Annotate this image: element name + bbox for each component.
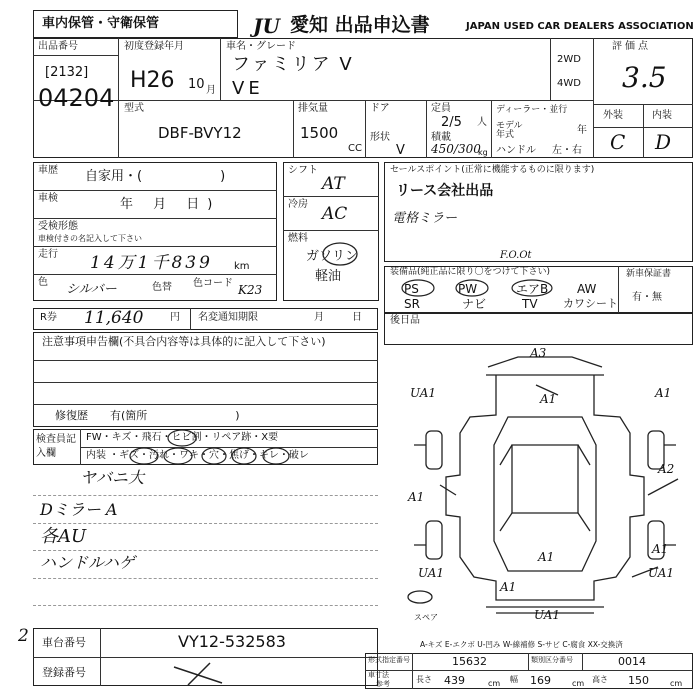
equipment-label: 装備品(純正品に限り〇をつけて下さい) — [390, 267, 551, 277]
chassis-value: VY12-532583 — [178, 632, 286, 651]
type-label: 型式 — [124, 103, 144, 114]
exterior-grade: C — [610, 130, 626, 154]
color-label: 色 — [38, 277, 48, 288]
height-value: 150 — [628, 674, 649, 687]
inspector-row1: FW・キズ・飛石・ヒビ割・リペア跡・X要 — [86, 432, 279, 443]
new-warranty-label: 新車保証書 — [626, 269, 672, 279]
length-unit: cm — [488, 679, 501, 688]
equip-aw: AW — [577, 282, 597, 296]
chassis-label: 車台番号 — [42, 636, 86, 649]
recycle-value: 11,640 — [84, 308, 144, 328]
inspector-circles — [120, 428, 360, 468]
registration-label: 初度登録年月 — [124, 41, 184, 52]
door-label: ドア — [370, 103, 390, 114]
mark-a1-right: A1 — [652, 542, 669, 556]
lot-number: 04204 — [38, 84, 115, 112]
load-label: 積載 — [431, 132, 451, 143]
mark-a2-right: A2 — [658, 462, 675, 476]
history-label: 車歴 — [38, 165, 58, 176]
class-number-label: 類別区分番号 — [531, 656, 573, 664]
dimension-label: 車寸法 — [368, 671, 389, 679]
registration-month: 10 — [188, 77, 205, 92]
year-unit: 年 — [577, 125, 587, 136]
width-value: 169 — [530, 674, 551, 687]
mark-a1-bottom: A1 — [500, 580, 517, 594]
recycle-label: R券 — [40, 312, 57, 323]
recycle-unit: 円 — [170, 312, 180, 323]
inspection-label: 車検 — [38, 193, 58, 204]
equip-tv: TV — [522, 297, 538, 311]
handle-label: ハンドル — [496, 145, 536, 156]
receipt-label: 受検形態 — [38, 221, 78, 232]
width-label: 幅 — [510, 675, 518, 684]
notice-label: 名変通知期限 — [198, 312, 258, 323]
mark-a1-left: A1 — [408, 490, 425, 504]
ac-value: AC — [322, 204, 348, 224]
form-subtitle: JAPAN USED CAR DEALERS ASSOCIATION — [466, 21, 694, 32]
mark-a1-center: A1 — [538, 550, 555, 564]
height-unit: cm — [670, 679, 683, 688]
sales-label: セールスポイント(正常に機能するものに限ります) — [390, 165, 595, 175]
equip-sr: SR — [404, 297, 420, 311]
mileage-label: 走行 — [38, 249, 58, 260]
sales-note: 電格ミラー — [392, 211, 458, 226]
mark-a1-top: A1 — [540, 392, 557, 406]
drive-4wd: 4WD — [557, 78, 581, 89]
mark-ua1-right: UA1 — [648, 566, 675, 580]
car-diagram — [400, 345, 690, 620]
length-label: 長さ — [416, 675, 432, 684]
type-value: DBF-BVY12 — [158, 124, 242, 142]
car-name: ファミリア V — [232, 54, 354, 75]
ac-label: 冷房 — [288, 199, 308, 210]
notice-month: 月 — [314, 312, 324, 323]
lot-label: 出品番号 — [38, 41, 78, 52]
car-grade: VE — [232, 78, 264, 99]
interior-grade: D — [655, 130, 672, 154]
sales-headline: リース会社出品 — [396, 183, 494, 199]
dealer-label: ディーラー・並行 — [496, 105, 568, 115]
load-unit: kg — [478, 148, 488, 157]
interior-label: 内装 — [652, 110, 672, 121]
fuel-label: 燃料 — [288, 233, 308, 244]
drive-2wd: 2WD — [557, 54, 581, 65]
inspection-value: 年 月 日) — [120, 197, 221, 212]
width-unit: cm — [572, 679, 585, 688]
notes-label: 注意事項申告欄(不具合内容等は具体的に記入して下さい) — [42, 335, 326, 348]
capacity-unit: 人 — [477, 117, 487, 128]
displacement-label: 排気量 — [298, 103, 328, 114]
inspector-note-1: ヤバニ大 — [80, 468, 145, 487]
color-value: シルバー — [66, 282, 117, 297]
mark-ua1-topleft: UA1 — [410, 386, 437, 400]
mark-ua1-bottom: UA1 — [534, 608, 561, 622]
class-number-value: 0014 — [618, 655, 646, 668]
capacity-label: 定員 — [431, 103, 451, 114]
new-warranty-value: 有・無 — [632, 292, 662, 303]
dimension-ref: 参考 — [376, 680, 390, 688]
receipt-note: 車検付きの名記入して下さい — [38, 234, 142, 243]
fuel-circle — [322, 242, 358, 266]
displacement-cc: CC — [348, 143, 362, 154]
color-code-value: K23 — [238, 283, 263, 297]
top-info-block — [33, 38, 693, 158]
equip-ps: PS — [404, 282, 419, 296]
fuel-gas: ガソリン — [306, 249, 359, 264]
shape-value: V — [396, 143, 405, 158]
memo-label: 後日品 — [390, 315, 420, 326]
handle-value: 左・右 — [552, 145, 582, 156]
form-title: 愛知 出品申込書 — [290, 14, 430, 36]
inspector-row2: 内装 ・ギズ・汚れ・ワキ・穴・焦げ・キレ・破レ — [86, 450, 309, 461]
inspector-note-3: 各AU — [40, 526, 87, 547]
capacity-value: 2/5 — [441, 115, 462, 130]
reg-label: 登録番号 — [42, 666, 86, 679]
storage-label: 車内保管・守衛保管 — [42, 16, 160, 31]
equip-pw: PW — [458, 282, 478, 296]
score-label: 評価点 — [612, 41, 651, 52]
color-code-label: 色コード — [193, 278, 233, 289]
inspector-note-2: Dミラー A — [40, 500, 118, 519]
equipment-circles — [396, 278, 556, 298]
fuel-diesel: 軽油 — [315, 269, 342, 284]
equipment-handwritten: F.O.Ot — [500, 250, 532, 261]
equip-airbag: エアB — [516, 282, 549, 296]
lot-code: [2132] — [45, 65, 89, 80]
mark-a3: A3 — [530, 346, 547, 360]
height-label: 高さ — [592, 675, 608, 684]
type-number-label: 形式指定番号 — [368, 656, 410, 664]
ju-logo: JU — [253, 14, 280, 38]
spare-label: スペア — [414, 613, 438, 622]
mark-a1-topright: A1 — [655, 386, 672, 400]
shift-label: シフト — [288, 165, 318, 176]
registration-month-unit: 月 — [206, 85, 216, 96]
repair-history: 修復歴 有(箇所 ) — [55, 409, 240, 422]
mileage-unit: km — [234, 261, 250, 272]
notice-day: 日 — [352, 312, 362, 323]
mark-ua1-left: UA1 — [418, 566, 445, 580]
history-value: 自家用・( ) — [85, 169, 226, 184]
model-year-label: モデル 年式 — [496, 121, 523, 140]
shift-value: AT — [322, 174, 345, 194]
damage-legend: A-キズ E-エクボ U-凹み W-線補修 S-サビ C-腐食 XX-交換済 — [420, 640, 623, 649]
shape-label: 形状 — [370, 132, 390, 143]
length-value: 439 — [444, 674, 465, 687]
load-value: 450/300 — [431, 142, 481, 156]
score-value: 3.5 — [622, 61, 667, 94]
type-number-value: 15632 — [452, 655, 487, 668]
displacement-value: 1500 — [300, 124, 339, 142]
registration-year: H26 — [130, 68, 175, 93]
chassis-margin-mark: 2 — [18, 626, 29, 646]
equip-leather: カワシート — [563, 297, 618, 310]
color-change-label: 色替 — [152, 282, 172, 293]
inspector-note-4: ハンドルハゲ — [40, 553, 135, 572]
reg-scribble — [170, 657, 230, 687]
memo-block — [384, 313, 693, 345]
mileage-value: 14万1千839 — [90, 253, 213, 273]
equip-navi: ナビ — [462, 297, 487, 311]
inspector-label: 検査員記入欄 — [36, 434, 76, 459]
exterior-label: 外装 — [603, 110, 623, 121]
car-label: 車名・グレード — [226, 41, 296, 52]
